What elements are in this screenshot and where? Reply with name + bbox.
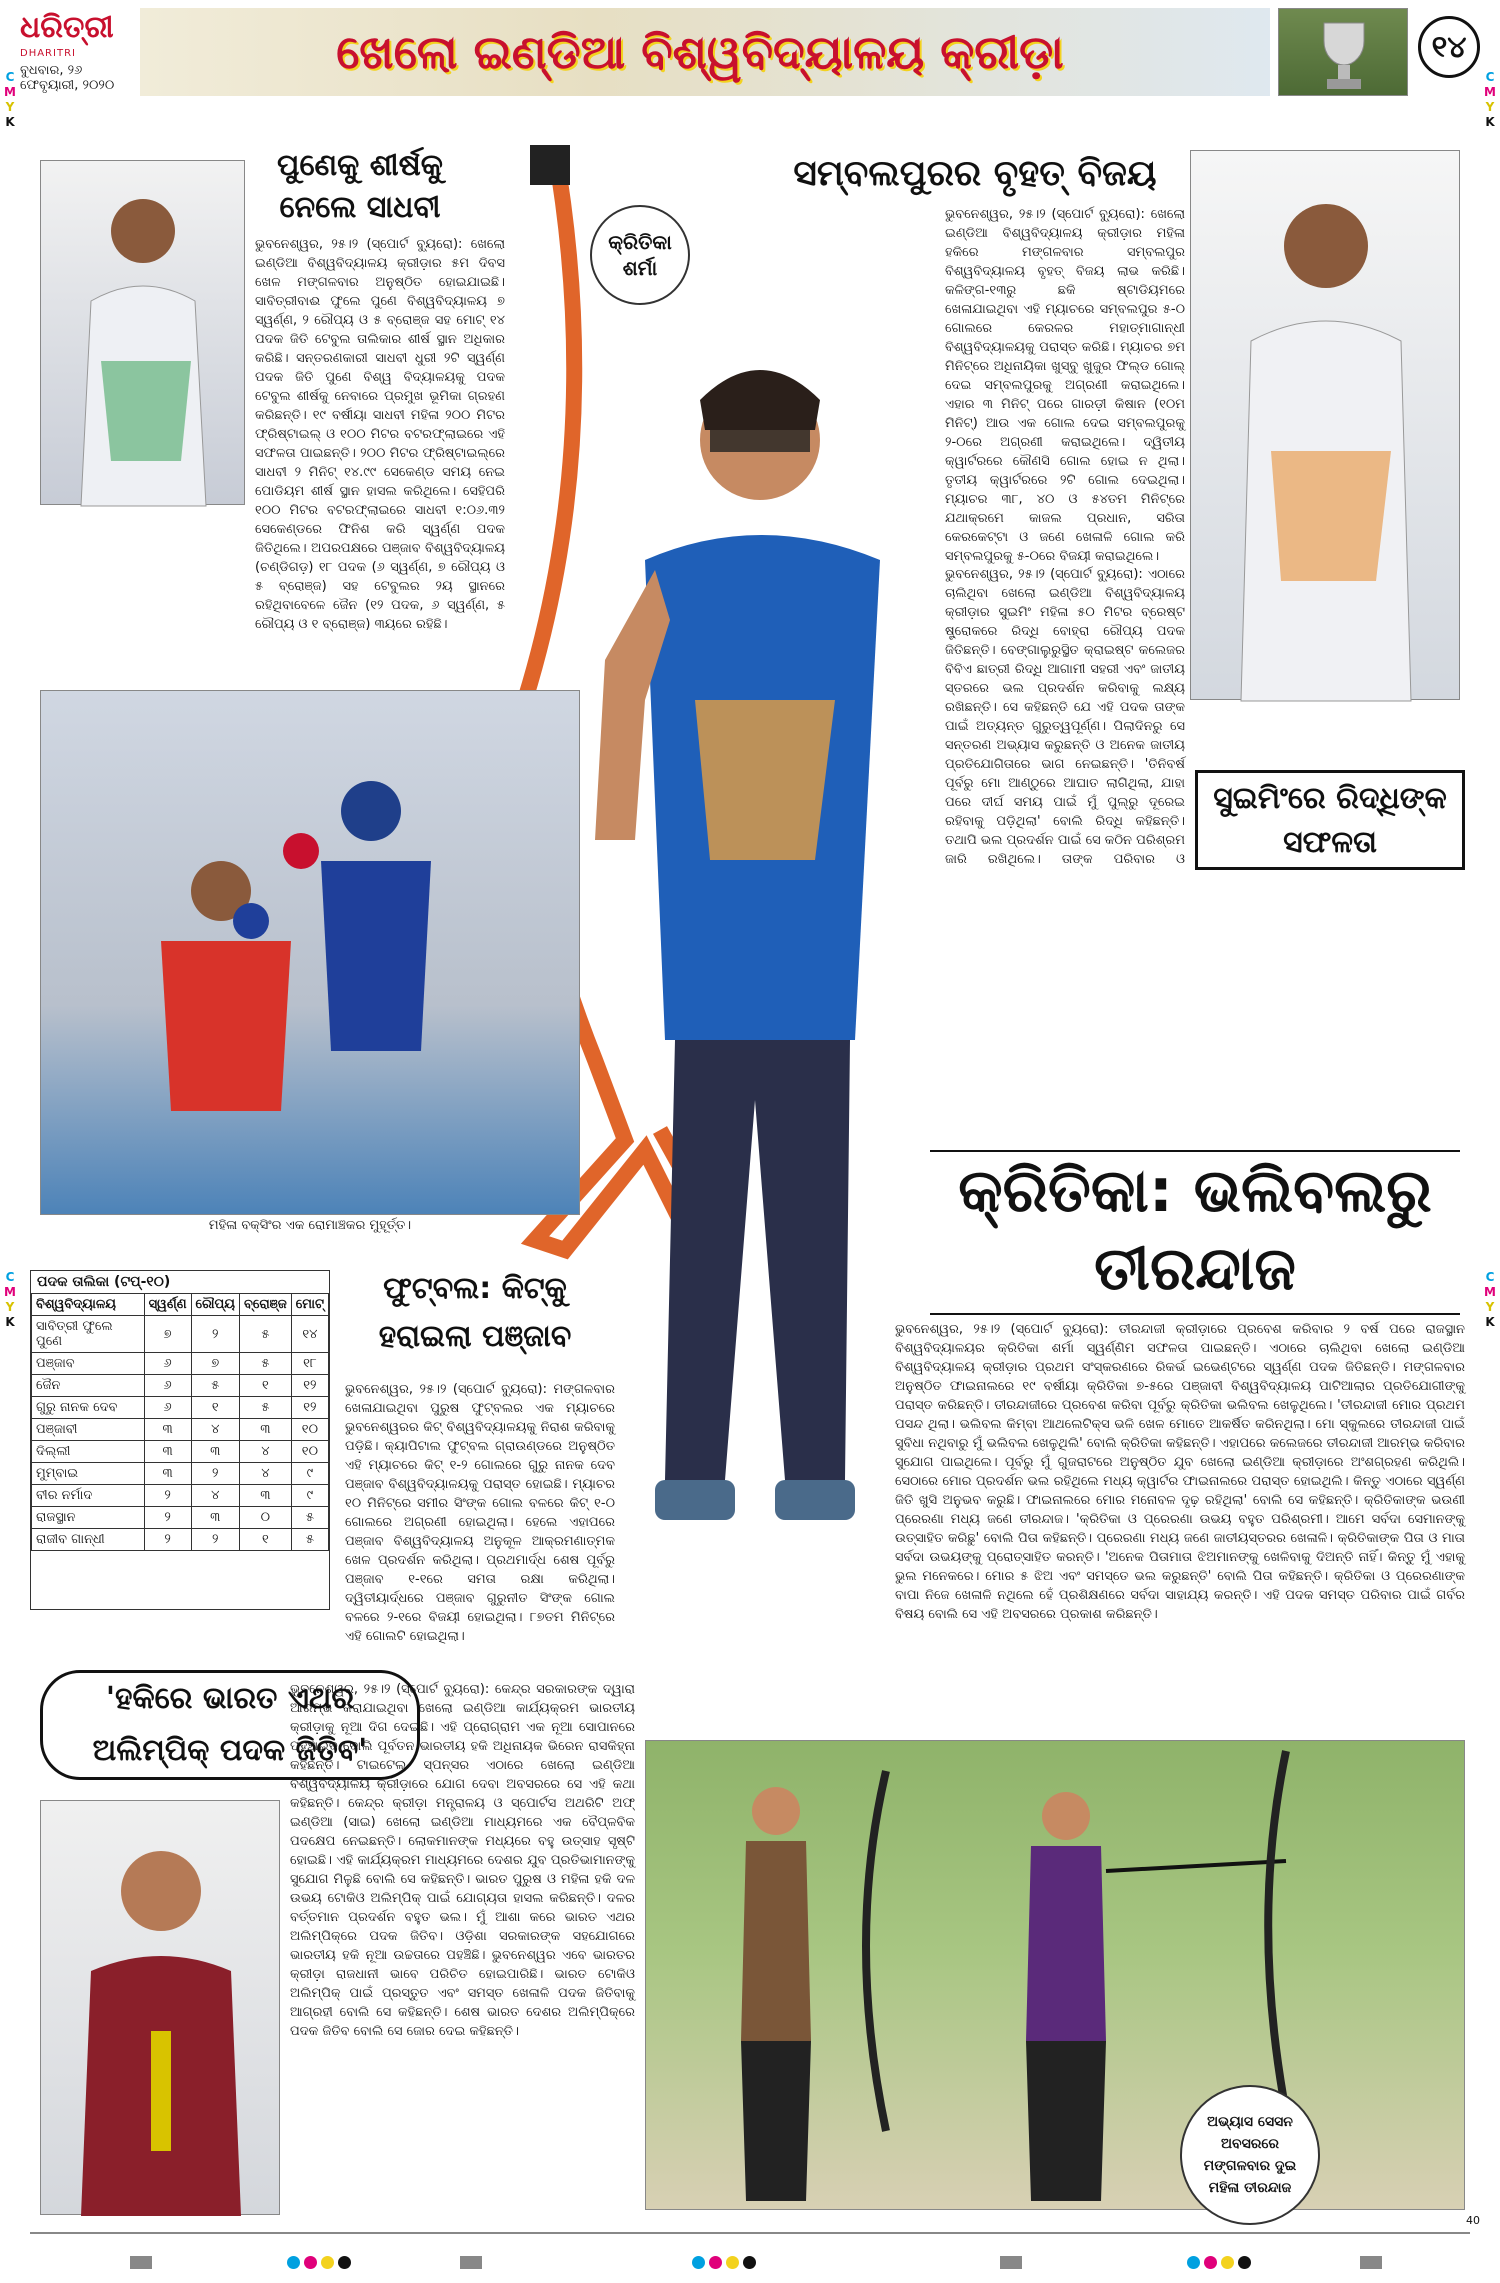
table-row	[32, 1353, 329, 1375]
cell-total: ୯	[291, 1463, 328, 1485]
cmyk-y: Y	[1485, 100, 1495, 114]
cell-university: ସାବିତ୍ରୀ ଫୁଲେ ପୁଣେ	[32, 1316, 145, 1353]
cell-silver: ୪	[191, 1485, 239, 1507]
col-gold: ସ୍ୱର୍ଣ୍ଣ	[144, 1294, 191, 1316]
col-university: ବିଶ୍ୱବିଦ୍ୟାଳୟ	[32, 1294, 145, 1316]
kritika-name-circle	[590, 205, 690, 305]
cell-silver: ୧	[191, 1397, 239, 1419]
cell-total: ୫	[291, 1507, 328, 1529]
swimming-body-wide	[945, 870, 1465, 1140]
cmyk-mark-right-top	[1482, 70, 1498, 130]
cell-university: ପଞ୍ଜାବ	[32, 1353, 145, 1375]
kritika-label-first: କ୍ରିତିକା	[608, 230, 672, 254]
cell-bronze: ୫	[239, 1397, 291, 1419]
cell-gold: ୩	[144, 1419, 191, 1441]
cmyk-m: M	[4, 85, 16, 99]
footer-rule	[30, 2232, 1470, 2234]
cell-total: ୧୨	[291, 1397, 328, 1419]
cmyk-y: Y	[1485, 1300, 1495, 1314]
page-number: ୧୪	[1431, 29, 1467, 65]
cell-total: ୧୦	[291, 1441, 328, 1463]
cmyk-m: M	[4, 1285, 16, 1299]
cell-silver: ୨	[191, 1463, 239, 1485]
masthead-logo	[20, 8, 130, 96]
archery-caption-circle	[1180, 2085, 1320, 2225]
cell-university: ଗୁରୁ ନାନକ ଦେବ	[32, 1397, 145, 1419]
cell-total: ୧୪	[291, 1316, 328, 1353]
table-row	[32, 1485, 329, 1507]
cell-bronze: ୧	[239, 1375, 291, 1397]
cmyk-k: K	[1485, 115, 1495, 129]
sambalpur-body: ଭୁବନେଶ୍ୱର, ୨୫।୨ (ସ୍ପୋର୍ଟ ବ୍ୟୁରୋ): ଖେଲୋ ଇଣ୍ଡିଆ ବିଶ୍ୱବିଦ୍ୟାଳୟ କ୍ରୀଡ଼ାର ମହିଳା ହକିରେ ମଙ୍ଗଳବାର ସମ୍ବଲପୁର ବିଶ୍ୱବିଦ୍ୟାଳୟ ବୃହତ୍ ବିଜୟ ଲାଭ କରିଛି। କଳିଙ୍ଗ-୧୩ରୁ ଛକି ଷ୍ଟାଡିୟମରେ ଖେଳାଯାଇଥିବା ଏହି ମ୍ୟାଚରେ ସମ୍ବଲପୁର ୫-୦ ଗୋଲରେ କେରଳର ମହାତ୍ମାଗାନ୍ଧୀ ବିଶ୍ୱବିଦ୍ୟାଳୟକୁ ପରାସ୍ତ କରିଛି। ମ୍ୟାଚର ୭ମ ମିନିଟ୍‌ରେ ଅଧିନାୟିକା ଖୁସ୍‌ବୁ ଖୁଜୁର ଫିଲ୍ଡ ଗୋଲ୍ ଦେଇ ସମ୍ବଲପୁରକୁ ଅଗ୍ରଣୀ କରାଇଥିଲେ। ଏହାର ୩ ମିନିଟ୍ ପରେ ଗାରଡ଼ୀ କିଷାନ (୧୦ମ ମିନିଟ୍) ଆଉ ଏକ ଗୋଲ ଦେଇ ସମ୍ବଲପୁରକୁ ୨-୦ରେ ଅଗ୍ରଣୀ କରାଇଥିଲେ। ଦ୍ୱିତୀୟ କ୍ୱାର୍ଟରରେ କୌଣସି ଗୋଲ ହୋଇ ନ ଥିଲା। ତୃତୀୟ କ୍ୱାର୍ଟରରେ ୨ଟି ଗୋଲ ଦେଇଥିଲା। ମ୍ୟାଚର ୩୮, ୪୦ ଓ ୫୪ତମ ମିନିଟ୍‌ରେ ଯଥାକ୍ରମେ କାଜଲ ପ୍ରଧାନ, ସରିତା କେରକେଟ୍ଟା ଓ ଜଣେ ଖେଳାଳି ଗୋଲ କରି ସମ୍ବଲପୁରକୁ ୫-୦ରେ ବିଜୟୀ କରାଇଥିଲେ।	[945, 207, 1185, 564]
swimming-headline: ସୁଇମିଂରେ ରିଦ୍ଧିଙ୍କ ସଫଳତା	[1213, 781, 1447, 860]
cell-silver: ୩	[191, 1507, 239, 1529]
banner-strip	[140, 8, 1270, 96]
cmyk-c: C	[1485, 1270, 1495, 1284]
cmyk-k: K	[5, 1315, 15, 1329]
footer-page-code: 40	[1466, 2214, 1480, 2227]
kritika-label-last: ଶର୍ମା	[622, 256, 658, 280]
cmyk-c: C	[5, 70, 15, 84]
cell-bronze: ୦	[239, 1507, 291, 1529]
cmyk-y: Y	[5, 1300, 15, 1314]
kritika-body: ଭୁବନେଶ୍ୱର, ୨୫।୨ (ସ୍ପୋର୍ଟ ବ୍ୟୁରୋ): ତୀରନ୍ଦାଜୀ କ୍ରୀଡ଼ାରେ ପ୍ରବେଶ କରିବାର ୨ ବର୍ଷ ପରେ ରାଜସ୍ଥାନ ବିଶ୍ୱବିଦ୍ୟାଳୟର କ୍ରିତିକା ଶର୍ମା ସ୍ୱର୍ଣ୍ଣିମ ସଫଳତା ପାଇଛନ୍ତି। ଏଠାରେ ଚାଲିଥିବା ଖେଲୋ ଇଣ୍ଡିଆ ବିଶ୍ୱବିଦ୍ୟାଳୟ କ୍ରୀଡ଼ାର ପ୍ରଥମ ସଂସ୍କରଣରେ ରିକର୍ଭ ଇଭେଣ୍ଟରେ ସ୍ୱର୍ଣ୍ଣ ପଦକ ଜିତିଛନ୍ତି। ମଙ୍ଗଳବାର ଅନୁଷ୍ଠିତ ଫାଇନାଲରେ ୧୯ ବର୍ଷୀୟା କ୍ରିତିକା ୭-୫ରେ ପଞ୍ଜାବୀ ବିଶ୍ୱବିଦ୍ୟାଳୟ ପାଟିଆଲାର ପ୍ରତିଯୋଗୀଙ୍କୁ ପରାସ୍ତ କରିଛନ୍ତି। ତୀରନ୍ଦାଜୀରେ ପ୍ରବେଶ କରିବା ପୂର୍ବରୁ କ୍ରିତିକା ଭଲିବଲ ଖେଳୁଥିଲେ। 'ତୀରନ୍ଦାଜୀ ମୋର ପ୍ରଥମ ପସନ୍ଦ ଥିଲା। ଭଲିବଲ କିମ୍ବା ଆଥଲେଟିକ୍ସ ଭଳି ଖେଳ ମୋତେ ଆକର୍ଷିତ କରିନଥିଲା। ମୋ ସ୍କୁଲରେ ତୀରନ୍ଦାଜୀ ପାଇଁ ସୁବିଧା ନଥିବାରୁ ମୁଁ ଭଲିବଲ ଖେଳୁଥିଲି' ବୋଲି କ୍ରିତିକା କହିଛନ୍ତି। ଏହାପରେ କଲେଜରେ ତୀରନ୍ଦାଜୀ ଆରମ୍ଭ କରିବାର ସୁଯୋଗ ପାଇଥିଲେ। ପୂର୍ବରୁ ମୁଁ ଗୁଜରାଟରେ ଅନୁଷ୍ଠିତ ଯୁବ ଖେଲୋ ଇଣ୍ଡିଆ କ୍ରୀଡ଼ାରେ ଅଂଶଗ୍ରହଣ କରିଥିଲି। ସେଠାରେ ମୋର ପ୍ରଦର୍ଶନ ଭଲ ରହିଥିଲେ ମଧ୍ୟ କ୍ୱାର୍ଟର ଫାଇନାଲରେ ପରାସ୍ତ ହୋଇଥିଲି। କିନ୍ତୁ ଏଠାରେ ସ୍ୱର୍ଣ୍ଣ ଜିତି ଖୁସି ଅନୁଭବ କରୁଛି। ଫାଇନାଲରେ ମୋର ମନୋବଳ ଦୃଢ଼ ରହିଥିଲା' ବୋଲି ସେ କହିଛନ୍ତି। କ୍ରିତିକାଙ୍କ ଭଉଣୀ ପ୍ରେରଣା ମଧ୍ୟ ଜଣେ ତୀରନ୍ଦାଜ। 'କ୍ରିତିକା ଓ ପ୍ରେରଣା ଉଭୟ ବହୁତ ପରିଶ୍ରମୀ। ଆମେ ସର୍ବଦା ସେମାନଙ୍କୁ ଉତ୍ସାହିତ କରିଛୁ' ବୋଲି ପିତା କହିଛନ୍ତି। ପ୍ରେରଣା ମଧ୍ୟ ଜଣେ ଜାତୀୟସ୍ତରର ଖେଳାଳି। କ୍ରିତିକାଙ୍କ ପିତା ଓ ମାତା ସର୍ବଦା ଉଭୟଙ୍କୁ ପ୍ରୋତ୍ସାହିତ କରନ୍ତି। 'ଅନେକ ପିତାମାତା ଝିଅମାନଙ୍କୁ ଖେଳିବାକୁ ଦିଅନ୍ତି ନାହିଁ। କିନ୍ତୁ ମୁଁ ଏହାକୁ ଭୁଲ ମନେକରେ। ମୋର ୫ ଝିଅ ଏବଂ ସମସ୍ତେ ଭଲ କରୁଛନ୍ତି' ବୋଲି ପିତା କହିଛନ୍ତି। କ୍ରିତିକା ଓ ପ୍ରେରଣାଙ୍କ ବାପା ନିଜେ ଖେଳାଳି ନଥିଲେ ହେଁ ପ୍ରଶିକ୍ଷଣରେ ସର୍ବଦା ସାହାଯ୍ୟ କରନ୍ତି। ଏହି ପଦକ ସମସ୍ତ ପରିବାର ପାଇଁ ଗର୍ବର ବିଷୟ ବୋଲି ସେ ଏହି ଅବସରରେ ପ୍ରକାଶ କରିଛନ୍ତି।	[895, 1322, 1465, 1622]
cell-silver: ୭	[191, 1353, 239, 1375]
cell-university: ରାଜୀବ ଗାନ୍ଧୀ	[32, 1529, 145, 1551]
cell-university: ରାଜସ୍ଥାନ	[32, 1507, 145, 1529]
cell-total: ୧୮	[291, 1353, 328, 1375]
header-bar	[20, 8, 1480, 100]
cmyk-y: Y	[5, 100, 15, 114]
cmyk-m: M	[1484, 1285, 1496, 1299]
boxing-photo	[40, 690, 580, 1215]
cell-silver: ୨	[191, 1316, 239, 1353]
registration-marks-mid-right	[1000, 2254, 1022, 2273]
banner-title: ଖେଲୋ ଇଣ୍ଡିଆ ବିଶ୍ୱବିଦ୍ୟାଳୟ କ୍ରୀଡ଼ା	[336, 25, 1064, 79]
cell-total: ୧୦	[291, 1419, 328, 1441]
cell-bronze: ୧	[239, 1529, 291, 1551]
cmyk-mark-left-top	[2, 70, 18, 130]
swimming-headline-box	[1195, 770, 1465, 870]
medal-table-header-row	[32, 1294, 329, 1316]
kritika-headline: କ୍ରିତିକା: ଭଲିବଲରୁ ତୀରନ୍ଦାଜ	[930, 1150, 1460, 1315]
registration-marks-left	[130, 2254, 152, 2273]
cell-university: ମୁମ୍ବାଇ	[32, 1463, 145, 1485]
cell-university: ବୀର ନର୍ମାଦ	[32, 1485, 145, 1507]
pune-body: ଭୁବନେଶ୍ୱର, ୨୫।୨ (ସ୍ପୋର୍ଟ ବ୍ୟୁରୋ): ଖେଲୋ ଇଣ୍ଡିଆ ବିଶ୍ୱବିଦ୍ୟାଳୟ କ୍ରୀଡ଼ାର ୫ମ ଦିବସ ଖେଳ ମଙ୍ଗଳବାର ଅନୁଷ୍ଠିତ ହୋଇଯାଇଛି। ସାବିତ୍ରୀବାଈ ଫୁଲେ ପୁଣେ ବିଶ୍ୱବିଦ୍ୟାଳୟ ୭ ସ୍ୱର୍ଣ୍ଣ, ୨ ରୌପ୍ୟ ଓ ୫ ବ୍ରୋଞ୍ଜ ସହ ମୋଟ୍ ୧୪ ପଦକ ଜିତି ଟେବୁଲ ତାଲିକାର ଶୀର୍ଷ ସ୍ଥାନ ଅଧିକାର କରିଛି। ସନ୍ତରଣକାରୀ ସାଧବୀ ଧୁରୀ ୨ଟି ସ୍ୱର୍ଣ୍ଣ ପଦକ ଜିତି ପୁଣେ ବିଶ୍ୱ ବିଦ୍ୟାଳୟକୁ ପଦକ ଟେବୁଲ ଶୀର୍ଷକୁ ନେବାରେ ପ୍ରମୁଖ ଭୂମିକା ଗ୍ରହଣ କରିଛନ୍ତି। ୧୯ ବର୍ଷୀୟା ସାଧବୀ ମହିଳା ୨୦୦ ମିଟର ଫ୍ରିଷ୍ଟାଇଲ୍ ଓ ୧୦୦ ମିଟର ବଟରଫ୍ଲାଇରେ ଏହି ସଫଳତା ପାଇଛନ୍ତି। ୨୦୦ ମିଟର ଫ୍ରିଷ୍ଟାଇଲ୍‌ରେ ସାଧବୀ ୨ ମିନିଟ୍ ୧୪.୯୯ ସେକେଣ୍ଡ ସମୟ ନେଇ ପୋଡିୟମ ଶୀର୍ଷ ସ୍ଥାନ ହାସଲ କରିଥିଲେ। ସେହିପରି ୧୦୦ ମିଟର ବଟରଫ୍ଲାଇରେ ସାଧବୀ ୧:୦୬.୩୨ ସେକେଣ୍ଡରେ ଫିନିଶ କରି ସ୍ୱର୍ଣ୍ଣ ପଦକ ଜିତିଥିଲେ। ଅପରପକ୍ଷରେ ପଞ୍ଜାବ ବିଶ୍ୱବିଦ୍ୟାଳୟ (ଚଣ୍ଡିଗଡ଼) ୧୮ ପଦକ (୬ ସ୍ୱର୍ଣ୍ଣ, ୭ ରୌପ୍ୟ ଓ ୫ ବ୍ରୋଞ୍ଜ) ସହ ଟେବୁଲର ୨ୟ ସ୍ଥାନରେ ରହିଥିବାବେଳେ ଜୈନ (୧୨ ପଦକ, ୬ ସ୍ୱର୍ଣ୍ଣ, ୫ ରୌପ୍ୟ ଓ ୧ ବ୍ରୋଞ୍ଜ) ୩ୟରେ ରହିଛି।	[255, 237, 505, 632]
table-row	[32, 1419, 329, 1441]
sambalpur-headline: ସମ୍ବଲପୁରର ବୃହତ୍ ବିଜୟ	[793, 153, 1157, 194]
cell-bronze: ୫	[239, 1353, 291, 1375]
cmyk-m: M	[1484, 85, 1496, 99]
col-bronze: ବ୍ରୋଞ୍ଜ	[239, 1294, 291, 1316]
cmyk-mark-right-bottom	[1482, 1270, 1498, 1330]
archery-caption: ଅଭ୍ୟାସ ସେସନ ଅବସରରେ ମଙ୍ଗଳବାର ଦୁଇ ମହିଳା ତୀରନ୍ଦାଜ	[1203, 2114, 1297, 2196]
cell-bronze: ୪	[239, 1441, 291, 1463]
cell-gold: ୨	[144, 1507, 191, 1529]
cell-gold: ୬	[144, 1375, 191, 1397]
table-row	[32, 1316, 329, 1353]
date-day: ବୁଧବାର, ୨୬	[20, 63, 83, 78]
pune-headline: ପୁଣେକୁ ଶୀର୍ଷକୁ ନେଲେ ସାଧବୀ	[277, 148, 443, 225]
col-total: ମୋଟ୍	[291, 1294, 328, 1316]
registration-strip	[0, 2250, 1500, 2274]
date-month-year: ଫେବୃୟାରୀ, ୨୦୨୦	[20, 78, 115, 93]
registration-dots-2	[690, 2254, 758, 2273]
cell-silver: ୨	[191, 1529, 239, 1551]
cell-gold: ୬	[144, 1353, 191, 1375]
boxers-figure-icon	[41, 691, 581, 1216]
cmyk-k: K	[5, 115, 15, 129]
logo-text: ଧରିତ୍ରୀ	[20, 10, 114, 45]
trophy-icon	[1279, 9, 1409, 97]
table-row	[32, 1507, 329, 1529]
cell-total: ୧୨	[291, 1375, 328, 1397]
hockey-headline: 'ହକିରେ ଭାରତ ଏଥର ଅଲିମ୍ପିକ୍ ପଦକ ଜିତିବ'	[40, 1670, 420, 1780]
registration-marks-right	[1360, 2254, 1382, 2273]
trophy-image	[1278, 8, 1408, 96]
registration-marks-mid-left	[460, 2254, 482, 2273]
table-row	[32, 1397, 329, 1419]
cmyk-k: K	[1485, 1315, 1495, 1329]
registration-dots-3	[1185, 2254, 1253, 2273]
cell-gold: ୨	[144, 1529, 191, 1551]
col-silver: ରୌପ୍ୟ	[191, 1294, 239, 1316]
swimming-body: ଭୁବନେଶ୍ୱର, ୨୫।୨ (ସ୍ପୋର୍ଟ ବ୍ୟୁରୋ): ଏଠାରେ ଚାଲିଥିବା ଖେଲୋ ଇଣ୍ଡିଆ ବିଶ୍ୱବିଦ୍ୟାଳୟ କ୍ରୀଡ଼ାର ସୁଇମିଂ ମହିଳା ୫୦ ମିଟର ବ୍ରେଷ୍ଟ ଷ୍ଟ୍ରୋକରେ ରିଦ୍ଧି ବୋହ୍ରା ରୌପ୍ୟ ପଦକ ଜିତିଛନ୍ତି। ବେଙ୍ଗାଲୁରୁସ୍ଥିତ କ୍ରାଇଷ୍ଟ କଲେଜର ବିବିଏ ଛାତ୍ରୀ ରିଦ୍ଧି ଆଗାମୀ ସହରୀ ଏବଂ ଜାତୀୟ ସ୍ତରରେ ଭଲ ପ୍ରଦର୍ଶନ କରିବାକୁ ଲକ୍ଷ୍ୟ ରଖିଛନ୍ତି। ସେ କହିଛନ୍ତି ଯେ ଏହି ପଦକ ତାଙ୍କ ପାଇଁ ଅତ୍ୟନ୍ତ ଗୁରୁତ୍ୱପୂର୍ଣ୍ଣ। ପିଲାଦିନରୁ ସେ ସନ୍ତରଣ ଅଭ୍ୟାସ କରୁଛନ୍ତି ଓ ଅନେକ ଜାତୀୟ ପ୍ରତିଯୋଗିତାରେ ଭାଗ ନେଇଛନ୍ତି। 'ତିନିବର୍ଷ ପୂର୍ବରୁ ମୋ ଆଣ୍ଠୁରେ ଆଘାତ ଲାଗିଥିଲା, ଯାହା ପରେ ଦୀର୍ଘ ସମୟ ପାଇଁ ମୁଁ ପୁଲ୍‌ରୁ ଦୂରେଇ ରହିବାକୁ ପଡ଼ିଥିଲା' ବୋଲି ରିଦ୍ଧି କହିଛନ୍ତି। ତଥାପି ଭଲ ପ୍ରଦର୍ଶନ ପାଇଁ ସେ କଠିନ ପରିଶ୍ରମ ଜାରି ରଖିଥିଲେ। ତାଙ୍କ ପରିବାର ଓ	[945, 567, 1185, 867]
cell-gold: ୩	[144, 1441, 191, 1463]
ridhi-photo	[1190, 150, 1460, 700]
cell-gold: ୭	[144, 1316, 191, 1353]
page-number-badge	[1418, 16, 1480, 78]
football-headline: ଫୁଟ୍‌ବଲ: କିଟ୍‌କୁ ହରାଇଲା ପଞ୍ଜାବ	[378, 1271, 572, 1354]
hockey-body: ଭୁବନେଶ୍ୱର, ୨୫।୨ (ସ୍ପୋର୍ଟ ବ୍ୟୁରୋ): କେନ୍ଦ୍ର ସରକାରଙ୍କ ଦ୍ୱାରା ଆରମ୍ଭ କରାଯାଇଥିବା ଖେଲୋ ଇଣ୍ଡିଆ କାର୍ଯ୍ୟକ୍ରମ ଭାରତୀୟ କ୍ରୀଡ଼ାକୁ ନୂଆ ଦିଗ ଦେଇଛି। ଏହି ପ୍ରୋଗ୍ରାମ ଏକ ନୂଆ ସୋପାନରେ ପହଞ୍ଚାଇବ ବୋଲି ପୂର୍ବତନ ଭାରତୀୟ ହକି ଅଧିନାୟକ ଭିରେନ ରାସକିହ୍ନା କହିଛନ୍ତି। ଟାଇଟେଲ ସ୍ପନ୍ସର ଏଠାରେ ଖେଲୋ ଇଣ୍ଡିଆ ବିଶ୍ୱବିଦ୍ୟାଳୟ କ୍ରୀଡ଼ାରେ ଯୋଗ ଦେବା ଅବସରରେ ସେ ଏହି କଥା କହିଛନ୍ତି। କେନ୍ଦ୍ର କ୍ରୀଡ଼ା ମନ୍ତ୍ରାଳୟ ଓ ସ୍ପୋର୍ଟସ ଅଥରିଟି ଅଫ୍ ଇଣ୍ଡିଆ (ସାଇ) ଖେଲୋ ଇଣ୍ଡିଆ ମାଧ୍ୟମରେ ଏକ ବୈପ୍ଳବିକ ପଦକ୍ଷେପ ନେଇଛନ୍ତି। ଲୋକମାନଙ୍କ ମଧ୍ୟରେ ବହୁ ଉତ୍ସାହ ସୃଷ୍ଟି ହୋଇଛି। ଏହି କାର୍ଯ୍ୟକ୍ରମ ମାଧ୍ୟମରେ ଦେଶର ଯୁବ ପ୍ରତିଭାମାନଙ୍କୁ ସୁଯୋଗ ମିଳୁଛି ବୋଲି ସେ କହିଛନ୍ତି। ଭାରତ ପୁରୁଷ ଓ ମହିଳା ହକି ଦଳ ଉଭୟ ଟୋକିଓ ଅଲିମ୍ପିକ୍ ପାଇଁ ଯୋଗ୍ୟତା ହାସଲ କରିଛନ୍ତି। ଦଳର ବର୍ତ୍ତମାନ ପ୍ରଦର୍ଶନ ବହୁତ ଭଲ। ମୁଁ ଆଶା କରେ ଭାରତ ଏଥର ଅଲିମ୍ପିକ୍‌ରେ ପଦକ ଜିତିବ। ଓଡ଼ିଶା ସରକାରଙ୍କ ସହଯୋଗରେ ଭାରତୀୟ ହକି ନୂଆ ଉଚ୍ଚତାରେ ପହଞ୍ଚିଛି। ଭୁବନେଶ୍ୱର ଏବେ ଭାରତର କ୍ରୀଡ଼ା ରାଜଧାନୀ ଭାବେ ପରିଚିତ ହୋଇପାରିଛି। ଭାରତ ଟୋକିଓ ଅଲିମ୍ପିକ୍ ପାଇଁ ପ୍ରସ୍ତୁତ ଏବଂ ସମସ୍ତ ଖେଳାଳି ପଦକ ଜିତିବାକୁ ଆଗ୍ରହୀ ବୋଲି ସେ କହିଛନ୍ତି। ଶେଷ ଭାରତ ଦେଶର ଅଲିମ୍ପିକ୍‌ରେ ପଦକ ଜିତିବ ବୋଲି ସେ ଜୋର ଦେଇ କହିଛନ୍ତି।	[290, 1682, 635, 2039]
medal-table-box	[30, 1270, 330, 1610]
medal-table	[31, 1293, 329, 1551]
two-archers-icon	[646, 1741, 1466, 2211]
athlete-figure-icon	[41, 161, 246, 506]
cmyk-c: C	[5, 1270, 15, 1284]
cell-total: ୫	[291, 1529, 328, 1551]
cmyk-mark-left-bottom	[2, 1270, 18, 1330]
viren-photo	[40, 1800, 280, 2215]
person-figure-icon	[41, 1801, 281, 2216]
cell-bronze: ୩	[239, 1419, 291, 1441]
cell-total: ୯	[291, 1485, 328, 1507]
boxing-caption: ମହିଳା ବକ୍ସିଂର ଏକ ରୋମାଞ୍ଚକର ମୁହୂର୍ତ୍ତ।	[208, 1218, 412, 1233]
cell-silver: ୩	[191, 1441, 239, 1463]
cell-gold: ୩	[144, 1463, 191, 1485]
table-row	[32, 1529, 329, 1551]
table-row	[32, 1463, 329, 1485]
table-row	[32, 1375, 329, 1397]
football-body: ଭୁବନେଶ୍ୱର, ୨୫।୨ (ସ୍ପୋର୍ଟ ବ୍ୟୁରୋ): ମଙ୍ଗଳବାର ଖେଳାଯାଇଥିବା ପୁରୁଷ ଫୁଟ୍‌ବଲର ଏକ ମ୍ୟାଚରେ ଭୁବନେଶ୍ୱରର କିଟ୍ ବିଶ୍ୱବିଦ୍ୟାଳୟକୁ ନିରାଶ କରିବାକୁ ପଡ଼ିଛି। କ୍ୟାପିଟାଲ ଫୁଟ୍‌ବଲ ଗ୍ରାଉଣ୍ଡରେ ଅନୁଷ୍ଠିତ ଏହି ମ୍ୟାଚରେ କିଟ୍ ୧-୨ ଗୋଲରେ ଗୁରୁ ନାନକ ଦେବ ପଞ୍ଜାବ ବିଶ୍ୱବିଦ୍ୟାଳୟକୁ ପରାସ୍ତ ହୋଇଛି। ମ୍ୟାଚର ୧୦ ମିନିଟ୍‌ରେ ସମୀର ସିଂଙ୍କ ଗୋଲ ବଳରେ କିଟ୍ ୧-୦ ଗୋଲରେ ଅଗ୍ରଣୀ ହୋଇଥିଲା। ହେଲେ ଏହାପରେ ପଞ୍ଜାବ ବିଶ୍ୱବିଦ୍ୟାଳୟ ଅନୁକୂଳ ଆକ୍ରମଣାତ୍ମକ ଖେଳ ପ୍ରଦର୍ଶନ କରିଥିଲା। ପ୍ରଥମାର୍ଦ୍ଧ ଶେଷ ପୂର୍ବରୁ ପଞ୍ଜାବ ୧-୧ରେ ସମତା ରକ୍ଷା କରିଥିଲା। ଦ୍ୱିତୀୟାର୍ଦ୍ଧରେ ପଞ୍ଜାବ ଗୁରୁନୀତ ସିଂଙ୍କ ଗୋଲ ବଳରେ ୨-୧ରେ ବିଜୟୀ ହୋଇଥିଲା। ୮୭ତମ ମିନିଟ୍‌ରେ ଏହି ଗୋଲଟି ହୋଇଥିଲା।	[345, 1382, 615, 1644]
cell-silver: ୪	[191, 1419, 239, 1441]
logo-subtext: DHARITRI	[20, 48, 76, 59]
cell-gold: ୨	[144, 1485, 191, 1507]
cell-bronze: ୩	[239, 1485, 291, 1507]
cell-bronze: ୫	[239, 1316, 291, 1353]
medal-table-title: ପଦକ ତାଲିକା (ଟପ୍-୧୦)	[37, 1274, 171, 1290]
cell-gold: ୬	[144, 1397, 191, 1419]
cell-silver: ୫	[191, 1375, 239, 1397]
athlete-figure-icon	[1191, 151, 1461, 701]
cell-university: ପଞ୍ଜାବୀ	[32, 1419, 145, 1441]
registration-dots-1	[285, 2254, 353, 2273]
sadhvi-photo	[40, 160, 245, 505]
cell-university: ଜୈନ	[32, 1375, 145, 1397]
cell-bronze: ୪	[239, 1463, 291, 1485]
table-row	[32, 1441, 329, 1463]
cmyk-c: C	[1485, 70, 1495, 84]
cell-university: ଦିଲ୍ଲୀ	[32, 1441, 145, 1463]
archery-practice-photo	[645, 1740, 1465, 2210]
